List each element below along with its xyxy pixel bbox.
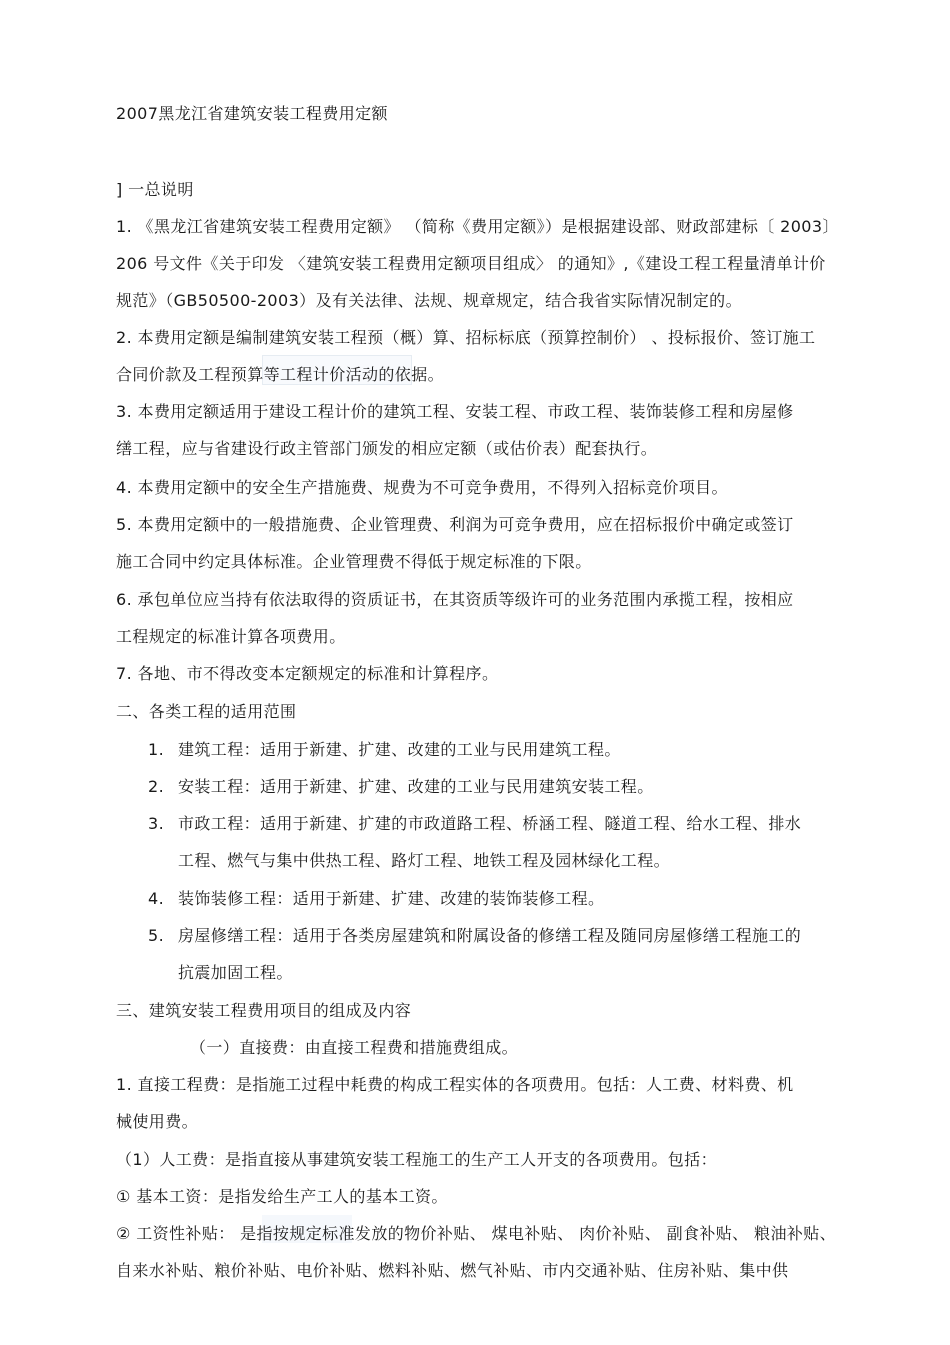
scope-item-number: 5. (148, 926, 165, 945)
paragraph-1-line-1: 1. 《黑龙江省建筑安装工程费用定额》 （简称《费用定额》）是根据建设部、财政部建标〔 2003〕 (116, 217, 839, 236)
paragraph-7-line-1: 7. 各地、市不得改变本定额规定的标准和计算程序。 (116, 664, 499, 683)
paragraph-3-line-1: 3. 本费用定额适用于建设工程计价的建筑工程、安装工程、市政工程、装饰装修工程和房屋修 (116, 402, 794, 421)
document-title: 2007黑龙江省建筑安装工程费用定额 (116, 104, 388, 123)
scope-item-number: 2. (148, 777, 165, 796)
section-heading-composition: 三、建筑安装工程费用项目的组成及内容 (116, 1001, 412, 1020)
wage-subsidy-line-2: 自来水补贴、粮价补贴、电价补贴、燃料补贴、燃气补贴、市内交通补贴、住房补贴、集中供 (116, 1261, 789, 1280)
paragraph-3-line-2: 缮工程，应与省建设行政主管部门颁发的相应定额（或估价表）配套执行。 (116, 439, 658, 458)
section-heading-general: ] 一总说明 (116, 180, 194, 199)
paragraph-2-line-1: 2. 本费用定额是编制建筑安装工程预（概）算、招标标底（预算控制价） 、投标报价、签订施工 (116, 328, 816, 347)
scope-item-text-continued: 工程、燃气与集中供热工程、路灯工程、地铁工程及园林绿化工程。 (178, 851, 671, 870)
scope-item-text: 房屋修缮工程：适用于各类房屋建筑和附属设备的修缮工程及随同房屋修缮工程施工的 (178, 926, 802, 945)
wage-subsidy-line-1: ② 工资性补贴： 是指按规定标准发放的物价补贴、 煤电补贴、 肉价补贴、 副食补贴、 粮油补贴、 (116, 1224, 837, 1243)
paragraph-6-line-2: 工程规定的标准计算各项费用。 (116, 627, 346, 646)
basic-wage-line: ① 基本工资：是指发给生产工人的基本工资。 (116, 1187, 448, 1206)
direct-engineering-cost-line-2: 械使用费。 (116, 1112, 199, 1131)
paragraph-5-line-2: 施工合同中约定具体标准。企业管理费不得低于规定标准的下限。 (116, 552, 592, 571)
direct-engineering-cost-line-1: 1. 直接工程费：是指施工过程中耗费的构成工程实体的各项费用。包括：人工费、材料费、机 (116, 1075, 794, 1094)
section-heading-scope: 二、各类工程的适用范围 (116, 702, 297, 721)
subsection-direct-cost: （一）直接费：由直接工程费和措施费组成。 (190, 1038, 519, 1057)
scope-item-number: 1. (148, 740, 165, 759)
scope-item-text: 安装工程：适用于新建、扩建、改建的工业与民用建筑安装工程。 (178, 777, 654, 796)
scope-item-number: 4. (148, 889, 165, 908)
paragraph-5-line-1: 5. 本费用定额中的一般措施费、企业管理费、利润为可竞争费用，应在招标报价中确定或签订 (116, 515, 794, 534)
paragraph-4-line-1: 4. 本费用定额中的安全生产措施费、规费为不可竞争费用，不得列入招标竞价项目。 (116, 478, 728, 497)
scope-item-number: 3. (148, 814, 165, 833)
scope-item-text: 市政工程：适用于新建、扩建的市政道路工程、桥涵工程、隧道工程、给水工程、排水 (178, 814, 802, 833)
scope-item-text-continued: 抗震加固工程。 (178, 963, 293, 982)
paragraph-6-line-1: 6. 承包单位应当持有依法取得的资质证书，在其资质等级许可的业务范围内承揽工程，按相应 (116, 590, 794, 609)
paragraph-2-line-2: 合同价款及工程预算等工程计价活动的依据。 (116, 365, 445, 384)
paragraph-1-line-3: 规范》（GB50500-2003）及有关法律、法规、规章规定，结合我省实际情况制定的。 (116, 291, 742, 310)
scope-item-text: 建筑工程：适用于新建、扩建、改建的工业与民用建筑工程。 (178, 740, 621, 759)
paragraph-1-line-2: 206 号文件《关于印发 〈建筑安装工程费用定额项目组成〉 的通知》,《建设工程工程量清单计价 (116, 254, 826, 273)
labor-cost-line: （1）人工费：是指直接从事建筑安装工程施工的生产工人开支的各项费用。包括： (116, 1150, 717, 1169)
scope-item-text: 装饰装修工程：适用于新建、扩建、改建的装饰装修工程。 (178, 889, 605, 908)
